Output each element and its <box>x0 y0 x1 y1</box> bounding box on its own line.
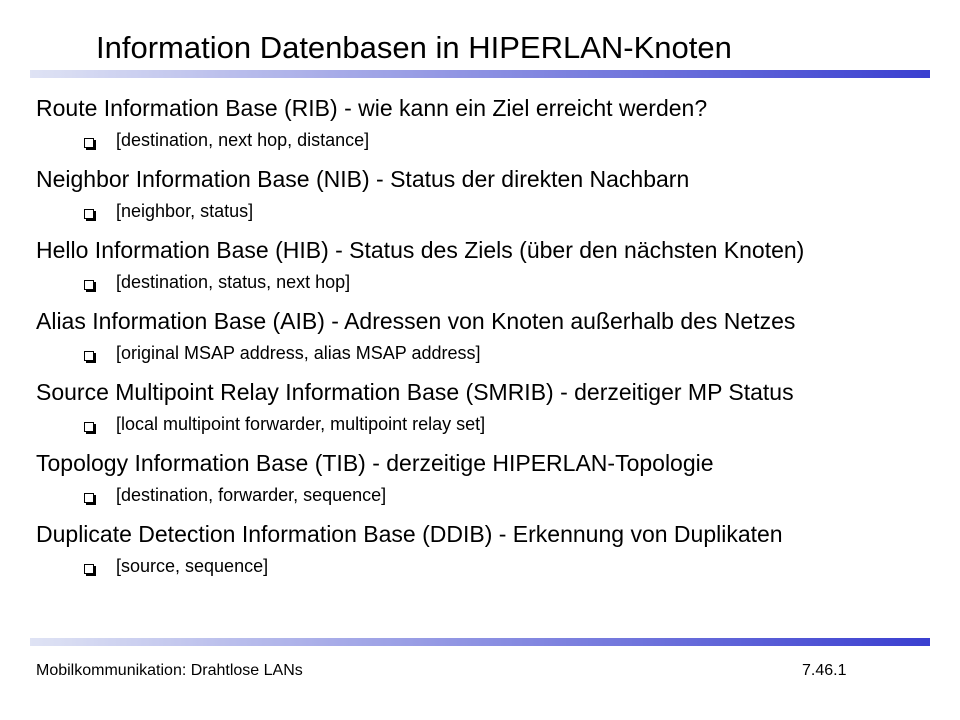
entry-aib <box>36 305 936 376</box>
entry-detail-row <box>36 127 936 163</box>
entry-detail: [local multipoint forwarder, multipoint relay set] <box>116 414 486 434</box>
entry-detail-row <box>36 553 936 589</box>
entry-detail: [original MSAP address, alias MSAP address] <box>116 343 481 363</box>
entry-detail-row <box>36 269 936 305</box>
entry-smrib <box>36 376 936 447</box>
footer-page-number: 7.46.1 <box>802 662 847 679</box>
hollow-square-bullet-icon <box>84 209 94 219</box>
entry-detail: [destination, status, next hop] <box>116 272 351 292</box>
entry-tib <box>36 447 936 518</box>
entry-detail: [destination, next hop, distance] <box>116 130 370 150</box>
hollow-square-bullet-icon <box>84 138 94 148</box>
footer-divider <box>30 638 930 646</box>
entry-detail-row <box>36 340 936 376</box>
hollow-square-bullet-icon <box>84 564 94 574</box>
entry-heading: Route Information Base (RIB) - wie kann ein Ziel erreicht werden? <box>36 95 708 121</box>
entry-rib <box>36 92 936 163</box>
hollow-square-bullet-icon <box>84 280 94 290</box>
entry-detail-row <box>36 482 936 518</box>
entry-detail-row <box>36 411 936 447</box>
entry-heading: Source Multipoint Relay Information Base (SMRIB) - derzeitiger MP Status <box>36 379 794 405</box>
hollow-square-bullet-icon <box>84 422 94 432</box>
title-divider <box>30 70 930 78</box>
entry-heading: Hello Information Base (HIB) - Status des Ziels (über den nächsten Knoten) <box>36 237 805 263</box>
entry-nib <box>36 163 936 234</box>
hollow-square-bullet-icon <box>84 351 94 361</box>
entry-detail: [destination, forwarder, sequence] <box>116 485 387 505</box>
entry-detail: [neighbor, status] <box>116 201 254 221</box>
entry-heading: Topology Information Base (TIB) - derzeitige HIPERLAN-Topologie <box>36 450 714 476</box>
slide-title: Information Datenbasen in HIPERLAN-Knoten <box>96 30 732 65</box>
entry-hib <box>36 234 936 305</box>
entry-detail: [source, sequence] <box>116 556 269 576</box>
entry-heading: Duplicate Detection Information Base (DDIB) - Erkennung von Duplikaten <box>36 521 783 547</box>
entry-heading: Alias Information Base (AIB) - Adressen von Knoten außerhalb des Netzes <box>36 308 796 334</box>
entry-heading: Neighbor Information Base (NIB) - Status der direkten Nachbarn <box>36 166 690 192</box>
entry-detail-row <box>36 198 936 234</box>
entry-list <box>36 92 936 589</box>
footer-course-title: Mobilkommunikation: Drahtlose LANs <box>36 662 303 679</box>
entry-ddib <box>36 518 936 589</box>
hollow-square-bullet-icon <box>84 493 94 503</box>
